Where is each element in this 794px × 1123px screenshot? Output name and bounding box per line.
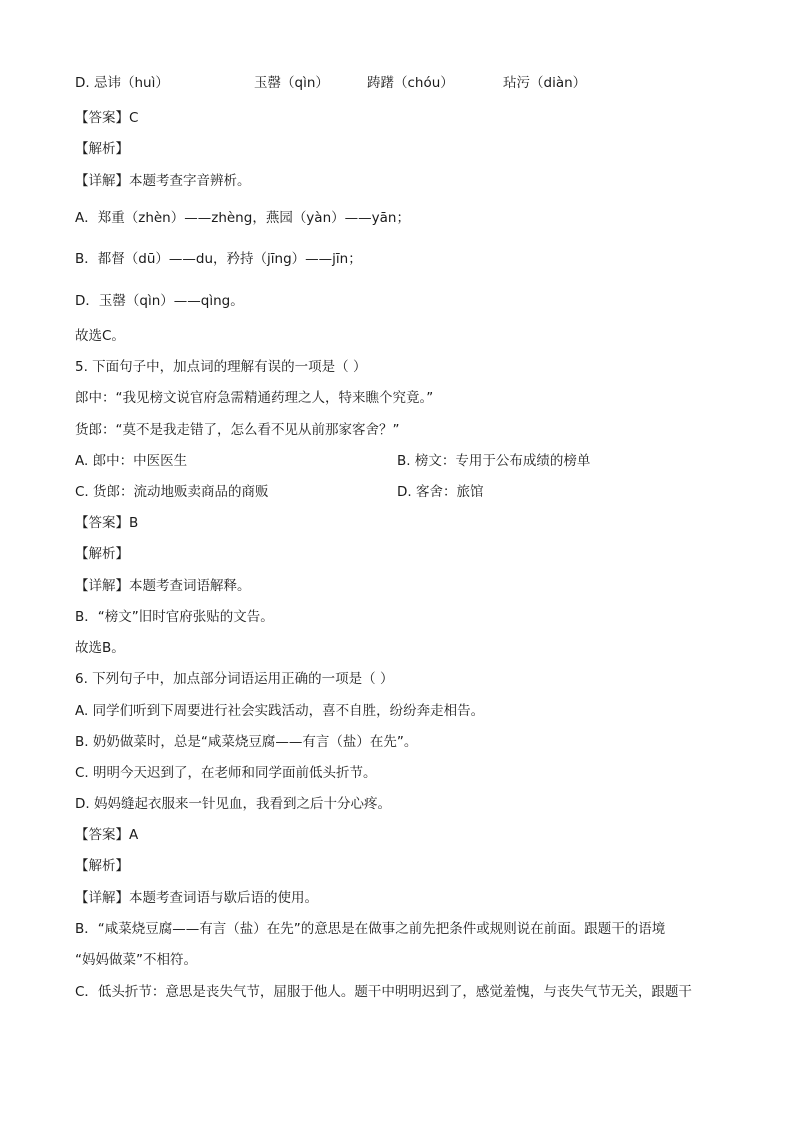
- q5-conclusion: 故选B。: [75, 640, 125, 656]
- q6-option-a: A. 同学们听到下周要进行社会实践活动，喜不自胜，纷纷奔走相告。: [75, 703, 485, 719]
- q6-detail: 【详解】本题考查词语与歇后语的使用。: [75, 890, 318, 906]
- q6-option-c: C. 明明今天迟到了，在老师和同学面前低头折节。: [75, 765, 377, 781]
- q5-option-c: C. 货郎：流动地贩卖商品的商贩: [75, 484, 269, 500]
- q4-answer: 【答案】C: [75, 110, 139, 126]
- q6-explanation-b-line1: B．“咸菜烧豆腐——有言（盐）在先”的意思是在做事之前先把条件或规则说在前面。跟题干的语境: [75, 921, 666, 937]
- q6-explanation-b-line2: “妈妈做菜”不相符。: [75, 952, 197, 968]
- q5-analysis-heading: 【解析】: [75, 546, 129, 562]
- q6-explanation-c: C．低头折节：意思是丧失气节，屈服于他人。题干中明明迟到了，感觉羞愧，与丧失气节无关，跟题干: [75, 984, 692, 1000]
- q5-quote-1: 郎中：“我见榜文说官府急需精通药理之人，特来瞧个究竟。”: [75, 390, 434, 406]
- q4-option-d-word4: 玷污（diàn）: [503, 75, 587, 91]
- q4-option-d-word2: 玉罄（qìn）: [254, 75, 329, 91]
- q4-explanation-d: D．玉罄（qìn）——qìng。: [75, 293, 244, 309]
- q4-conclusion: 故选C。: [75, 328, 125, 344]
- q6-answer: 【答案】A: [75, 827, 139, 843]
- q4-option-d-word1: D. 忌讳（huì）: [75, 75, 169, 91]
- q4-explanation-a: A．郑重（zhèn）——zhèng，燕园（yàn）——yān；: [75, 210, 410, 226]
- q4-detail: 【详解】本题考查字音辨析。: [75, 173, 251, 189]
- q5-option-d: D. 客舍：旅馆: [397, 484, 484, 500]
- q5-stem: 5. 下面句子中，加点词的理解有误的一项是（ ）: [75, 359, 367, 375]
- q6-option-d: D. 妈妈缝起衣服来一针见血，我看到之后十分心疼。: [75, 796, 391, 812]
- q6-option-b: B. 奶奶做菜时，总是“咸菜烧豆腐——有言（盐）在先”。: [75, 734, 418, 750]
- q4-analysis-heading: 【解析】: [75, 141, 129, 157]
- q4-option-d-word3: 踌躇（chóu）: [367, 75, 454, 91]
- q5-quote-2: 货郎：“莫不是我走错了，怎么看不见从前那家客舍？”: [75, 422, 400, 438]
- q4-explanation-b: B．都督（dū）——du，矜持（jīng）——jīn；: [75, 251, 362, 267]
- q5-option-b: B. 榜文：专用于公布成绩的榜单: [397, 453, 591, 469]
- q5-option-a: A. 郎中：中医医生: [75, 453, 188, 469]
- q5-answer: 【答案】B: [75, 515, 139, 531]
- q5-explanation-b: B．“榜文”旧时官府张贴的文告。: [75, 609, 274, 625]
- q6-stem: 6. 下列句子中，加点部分词语运用正确的一项是（ ）: [75, 671, 394, 687]
- q6-analysis-heading: 【解析】: [75, 858, 129, 874]
- q5-detail: 【详解】本题考查词语解释。: [75, 578, 251, 594]
